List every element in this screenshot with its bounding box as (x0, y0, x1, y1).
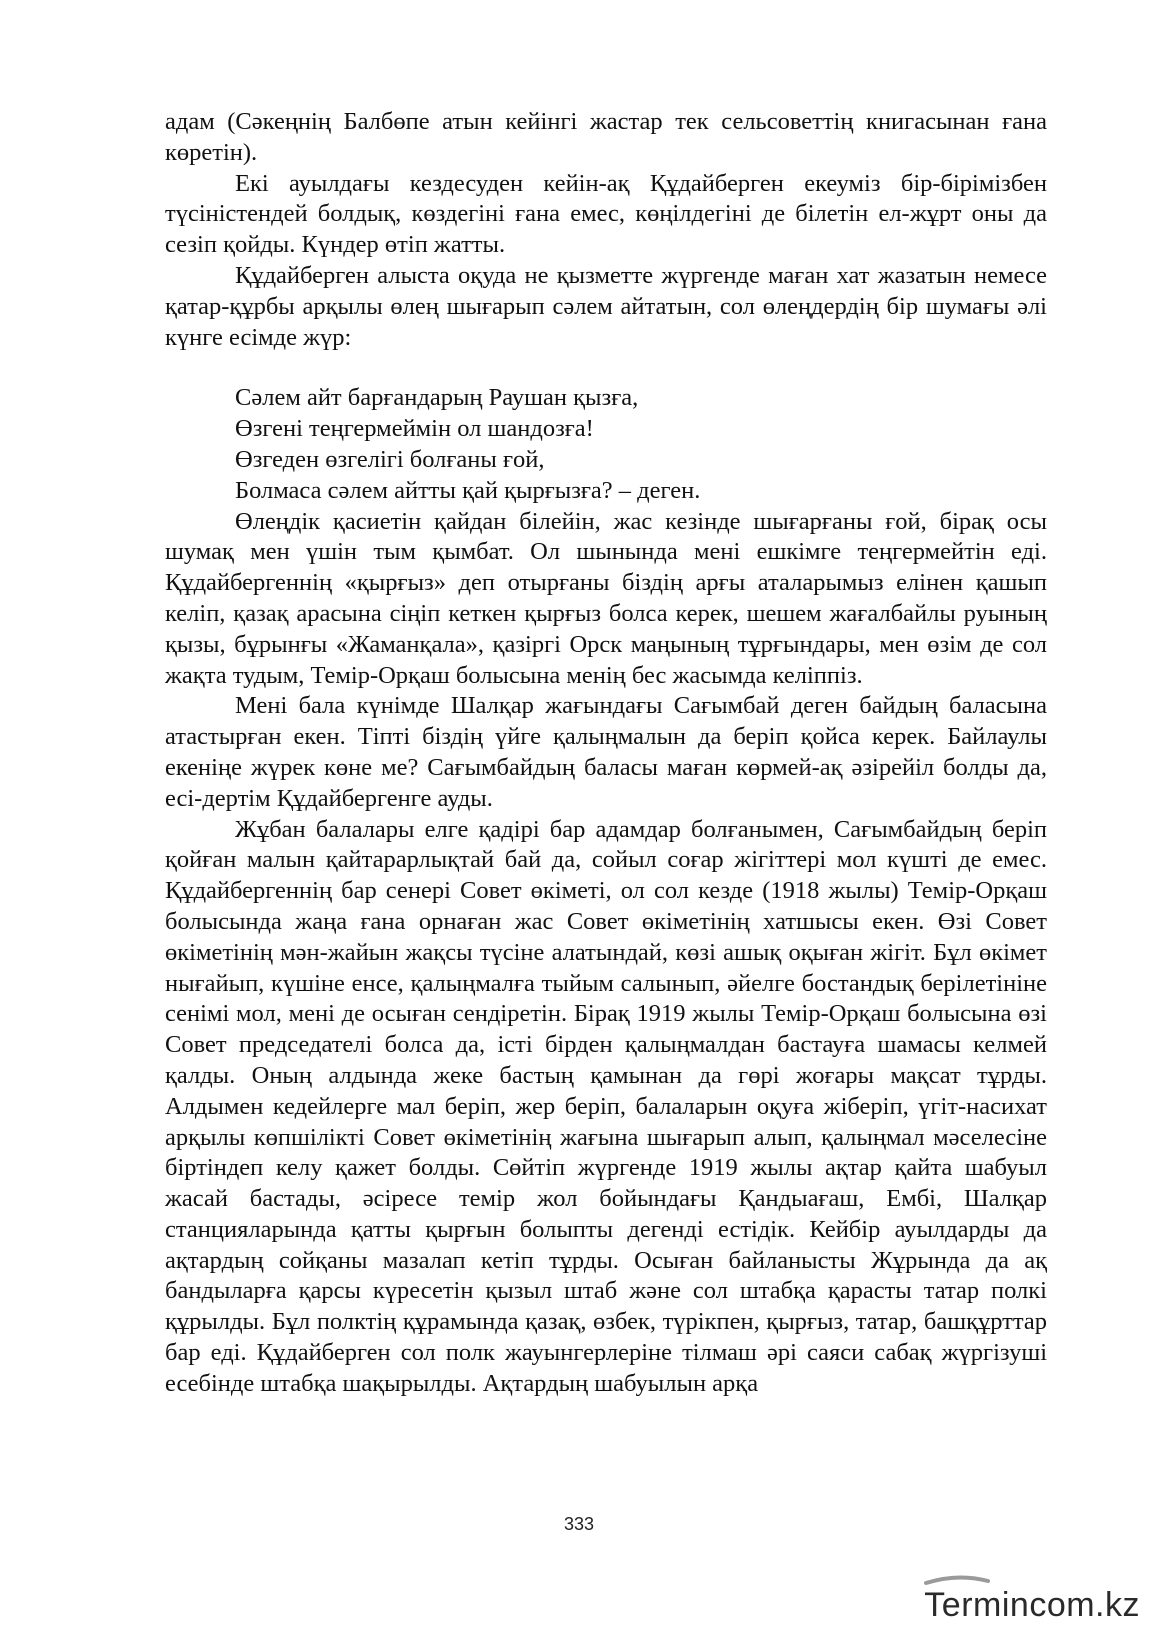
paragraph: Жұбан балалары елге қадірі бар адамдар болғанымен, Сағымбайдың беріп қойған малын қайтарарлықтай бай да, сойыл соғар жігіттері мол күшті де емес. Құдайбергеннің бар сенері Совет өкіметі, ол сол кезде (1918 жылы) Темір-Орқаш болысында жаңа ғана орнаған жас Совет өкіметінің хатшысы екен. Өзі Совет өкіметінің мән-жайын жақсы түсіне алатындай, көзі ашық оқыған жігіт. Бұл өкімет нығайып, күшіне енсе, қалыңмалға тыйым салынып, әйелге бостандық берілетініне сенімі мол, мені де осыған сендіретін. Бірақ 1919 жылы Темір-Орқаш болысына өзі Совет председателі болса да, істі бірден қалыңмалдан бастауға шамасы келмей қалды. Оның алдында жеке бастың қамынан да гөрі жоғары мақсат тұрды. Алдымен кедейлерге мал беріп, жер беріп, балаларын оқуға жіберіп, үгіт-насихат арқылы көпшілікті Совет өкіметінің жағына шығарып алып, қалыңмал мәселесіне біртіндеп келу қажет болды. Сөйтіп жүргенде 1919 жылы ақтар қайта шабуыл жасай бастады, әсіресе темір жол бойындағы Қандыағаш, Ембі, Шалқар станцияларында қатты қырғын болыпты дегенді естідік. Кейбір ауылдарды да ақтардың сойқаны мазалап кетіп тұрды. Осыған байланысты Жұрында да ақ бандыларға қарсы күресетін қызыл штаб және сол штабқа қарасты татар полкі құрылды. Бұл полктің құрамында қазақ, өзбек, түрікпен, қырғыз, татар, башқұрттар бар еді. Құдайберген сол полк жауынгерлеріне тілмаш әрі саяси сабақ жүргізуші есебінде штабқа шақырылды. Ақтардың шабуылын арқа (165, 815, 1047, 1397)
page-body (165, 107, 1047, 1400)
paragraph: Құдайберген алыста оқуда не қызметте жүргенде маған хат жазатын немесе қатар-құрбы арқылы өлең шығарып сәлем айтатын, сол өлеңдердің бір шумағы әлі күнге есімде жүр: (165, 261, 1047, 351)
poem-line: Өзгені теңгермеймін ол шандозға! (235, 415, 594, 443)
paragraph: адам (Сәкеңнің Балбөпе атын кейінгі жастар тек сельсоветтің книгасынан ғана көретін). (165, 108, 1047, 166)
paragraph: Өлеңдік қасиетін қайдан білейін, жас кезінде шығарғаны ғой, бірақ осы шумақ мен үшін тым қымбат. Ол шынында мені ешкімге теңгермейтін еді. Құдайбергеннің «қырғыз» деп отырғаны біздің арғы аталарымыз елінен қашып келіп, қазақ арасына сіңіп кеткен қырғыз болса керек, шешем жағалбайлы руының қызы, бұрынғы «Жаманқала», қазіргі Орск маңының тұрғындары, мен өзім де сол жақта тудым, Темір-Орқаш болысына менің бес жасымда келіппіз. (165, 507, 1047, 689)
poem-line: Сәлем айт барғандарың Раушан қызға, (235, 384, 639, 412)
paragraph: Мені бала күнімде Шалқар жағындағы Сағымбай деген байдың баласына атастырған екен. Тіпті біздің үйге қалыңмалын да беріп қойса керек. Байлаулы екеніңе жүрек көне ме? Сағымбайдың баласы маған көрмей-ақ әзірейіл болды да, есі-дертім Құдайбергенге ауды. (165, 692, 1047, 812)
paragraph: Екі ауылдағы кездесуден кейін-ақ Құдайберген екеуміз бір-бірімізбен түсіністендей болдық, көздегіні ғана емес, көңілдегіні де білетін ел-жұрт оны да сезіп қойды. Күндер өтіп жатты. (165, 169, 1047, 259)
watermark-text: Termincom.kz (924, 1586, 1140, 1624)
poem-line: Өзгеден өзгелігі болғаны ғой, (235, 445, 545, 473)
poem-line: Болмаса сәлем айтты қай қырғызға? – деген. (235, 476, 701, 504)
site-watermark-logo (924, 1575, 1140, 1625)
page-number: 333 (563, 1514, 595, 1534)
poem-stanza (165, 383, 1047, 506)
